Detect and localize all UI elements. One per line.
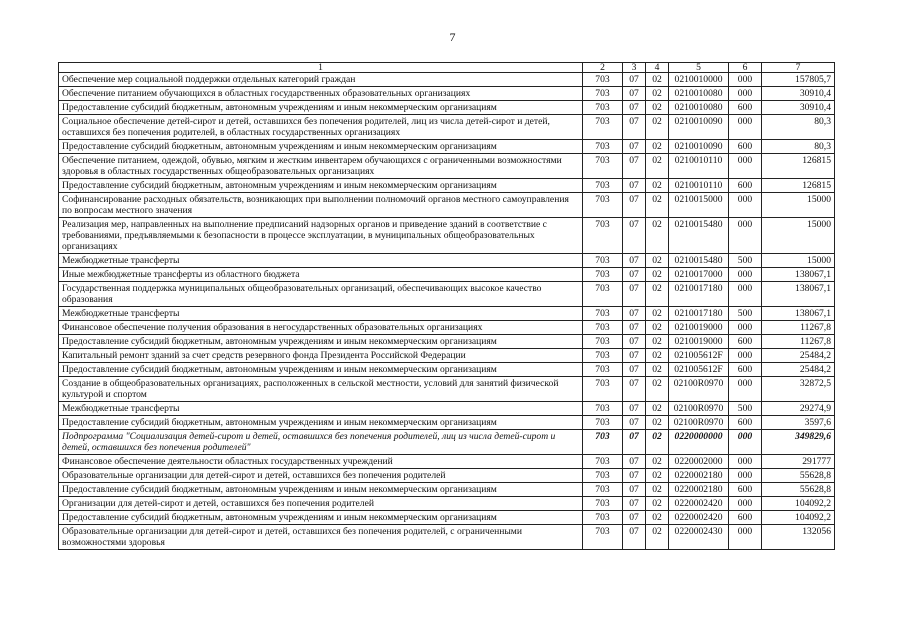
table-row (59, 218, 835, 254)
section-code-cell: 07 (623, 101, 646, 115)
section-code-cell: 07 (623, 430, 646, 455)
subsection-code-cell: 02 (646, 218, 669, 254)
section-code-cell: 07 (623, 87, 646, 101)
target-article-cell: 0210010110 (669, 154, 729, 179)
subsection-code-cell: 02 (646, 525, 669, 550)
subsection-code-cell: 02 (646, 307, 669, 321)
table-row (59, 416, 835, 430)
target-article-cell: 0210017180 (669, 307, 729, 321)
section-code-cell: 07 (623, 525, 646, 550)
ministry-code-cell: 703 (583, 154, 623, 179)
amount-cell: 138067,1 (762, 307, 835, 321)
section-code-cell: 07 (623, 254, 646, 268)
amount-cell: 291777 (762, 455, 835, 469)
ministry-code-cell: 703 (583, 430, 623, 455)
subsection-code-cell: 02 (646, 511, 669, 525)
row-name-cell: Предоставление субсидий бюджетным, автономным учреждениям и иным некоммерческим организациям (59, 511, 583, 525)
ministry-code-cell: 703 (583, 483, 623, 497)
ministry-code-cell: 703 (583, 115, 623, 140)
section-code-cell: 07 (623, 321, 646, 335)
subsection-code-cell: 02 (646, 416, 669, 430)
row-name-cell: Обеспечение мер социальной поддержки отдельных категорий граждан (59, 73, 583, 87)
row-name-cell: Государственная поддержка муниципальных общеобразовательных организаций, обеспечивающих высокое качество образования (59, 282, 583, 307)
expense-type-cell: 000 (729, 193, 762, 218)
table-row (59, 363, 835, 377)
table-row (59, 254, 835, 268)
subsection-code-cell: 02 (646, 268, 669, 282)
ministry-code-cell: 703 (583, 87, 623, 101)
table-row (59, 193, 835, 218)
ministry-code-cell: 703 (583, 349, 623, 363)
expense-type-cell: 600 (729, 416, 762, 430)
ministry-code-cell: 703 (583, 321, 623, 335)
amount-cell: 104092,2 (762, 497, 835, 511)
target-article-cell: 0220000000 (669, 430, 729, 455)
section-code-cell: 07 (623, 483, 646, 497)
subsection-code-cell: 02 (646, 377, 669, 402)
row-name-cell: Обеспечение питанием, одеждой, обувью, мягким и жестким инвентарем обучающихся с ограниченными возможностями здоровья в областных государственных общеобразовательных организациях (59, 154, 583, 179)
target-article-cell: 021005612F (669, 349, 729, 363)
ministry-code-cell: 703 (583, 377, 623, 402)
table-row (59, 497, 835, 511)
section-code-cell: 07 (623, 377, 646, 402)
target-article-cell: 0210017000 (669, 268, 729, 282)
expense-type-cell: 600 (729, 140, 762, 154)
row-name-cell: Организации для детей-сирот и детей, оставшихся без попечения родителей (59, 497, 583, 511)
section-code-cell: 07 (623, 349, 646, 363)
amount-cell: 30910,4 (762, 101, 835, 115)
amount-cell: 29274,9 (762, 402, 835, 416)
target-article-cell: 021005612F (669, 363, 729, 377)
target-article-cell: 0210010080 (669, 87, 729, 101)
table-row (59, 282, 835, 307)
target-article-cell: 0210015480 (669, 218, 729, 254)
table-row (59, 101, 835, 115)
subsection-code-cell: 02 (646, 73, 669, 87)
amount-cell: 11267,8 (762, 321, 835, 335)
row-name-cell: Социальное обеспечение детей-сирот и детей, оставшихся без попечения родителей, лиц из числа детей-сирот и детей, оставшихся без попечения родителей, в областных государственных организациях (59, 115, 583, 140)
ministry-code-cell: 703 (583, 416, 623, 430)
section-code-cell: 07 (623, 115, 646, 140)
column-header: 6 (729, 63, 762, 73)
table-row (59, 349, 835, 363)
row-name-cell: Финансовое обеспечение деятельности областных государственных учреждений (59, 455, 583, 469)
ministry-code-cell: 703 (583, 497, 623, 511)
header-row (59, 63, 835, 73)
section-code-cell: 07 (623, 193, 646, 218)
ministry-code-cell: 703 (583, 193, 623, 218)
expense-type-cell: 600 (729, 179, 762, 193)
expense-type-cell: 000 (729, 115, 762, 140)
row-name-cell: Создание в общеобразовательных организациях, расположенных в сельской местности, условий для занятий физической культурой и спортом (59, 377, 583, 402)
expense-type-cell: 000 (729, 349, 762, 363)
subsection-code-cell: 02 (646, 87, 669, 101)
subsection-code-cell: 02 (646, 430, 669, 455)
table-row (59, 307, 835, 321)
expense-type-cell: 600 (729, 363, 762, 377)
row-name-cell: Софинансирование расходных обязательств, возникающих при выполнении полномочий органов местного самоуправления по вопросам местного значения (59, 193, 583, 218)
row-name-cell: Предоставление субсидий бюджетным, автономным учреждениям и иным некоммерческим организациям (59, 363, 583, 377)
expense-type-cell: 600 (729, 335, 762, 349)
subsection-code-cell: 02 (646, 140, 669, 154)
subsection-code-cell: 02 (646, 349, 669, 363)
subsection-code-cell: 02 (646, 483, 669, 497)
amount-cell: 80,3 (762, 140, 835, 154)
row-name-cell: Предоставление субсидий бюджетным, автономным учреждениям и иным некоммерческим организациям (59, 140, 583, 154)
amount-cell: 157805,7 (762, 73, 835, 87)
table-row (59, 154, 835, 179)
section-code-cell: 07 (623, 511, 646, 525)
target-article-cell: 0210010090 (669, 115, 729, 140)
subsection-code-cell: 02 (646, 154, 669, 179)
expense-type-cell: 000 (729, 497, 762, 511)
expense-type-cell: 000 (729, 87, 762, 101)
expense-type-cell: 500 (729, 254, 762, 268)
expense-type-cell: 500 (729, 402, 762, 416)
expense-type-cell: 000 (729, 268, 762, 282)
row-name-cell: Предоставление субсидий бюджетным, автономным учреждениям и иным некоммерческим организациям (59, 483, 583, 497)
ministry-code-cell: 703 (583, 268, 623, 282)
subsection-code-cell: 02 (646, 321, 669, 335)
table-row (59, 268, 835, 282)
column-header: 7 (762, 63, 835, 73)
section-code-cell: 07 (623, 73, 646, 87)
table-body (59, 73, 835, 550)
ministry-code-cell: 703 (583, 218, 623, 254)
section-code-cell: 07 (623, 140, 646, 154)
expense-type-cell: 000 (729, 469, 762, 483)
expense-type-cell: 000 (729, 218, 762, 254)
column-header: 3 (623, 63, 646, 73)
target-article-cell: 0210019000 (669, 335, 729, 349)
expense-type-cell: 000 (729, 282, 762, 307)
section-code-cell: 07 (623, 402, 646, 416)
amount-cell: 15000 (762, 254, 835, 268)
amount-cell: 32872,5 (762, 377, 835, 402)
target-article-cell: 0220002180 (669, 469, 729, 483)
table-row (59, 179, 835, 193)
ministry-code-cell: 703 (583, 307, 623, 321)
row-name-cell: Предоставление субсидий бюджетным, автономным учреждениям и иным некоммерческим организациям (59, 416, 583, 430)
subsection-code-cell: 02 (646, 402, 669, 416)
section-code-cell: 07 (623, 154, 646, 179)
section-code-cell: 07 (623, 335, 646, 349)
row-name-cell: Образовательные организации для детей-сирот и детей, оставшихся без попечения родителей, с ограниченными возможностями здоровья (59, 525, 583, 550)
table-row (59, 469, 835, 483)
section-code-cell: 07 (623, 363, 646, 377)
table-row (59, 483, 835, 497)
subsection-code-cell: 02 (646, 193, 669, 218)
amount-cell: 25484,2 (762, 363, 835, 377)
table-row (59, 321, 835, 335)
amount-cell: 104092,2 (762, 511, 835, 525)
target-article-cell: 0220002430 (669, 525, 729, 550)
expense-type-cell: 000 (729, 430, 762, 455)
row-name-cell: Иные межбюджетные трансферты из областного бюджета (59, 268, 583, 282)
row-name-cell: Обеспечение питанием обучающихся в областных государственных образовательных организациях (59, 87, 583, 101)
row-name-cell: Финансовое обеспечение получения образования в негосударственных образовательных организациях (59, 321, 583, 335)
target-article-cell: 0210015480 (669, 254, 729, 268)
table-row (59, 430, 835, 455)
target-article-cell: 0210017180 (669, 282, 729, 307)
target-article-cell: 02100R0970 (669, 402, 729, 416)
table-row (59, 335, 835, 349)
ministry-code-cell: 703 (583, 469, 623, 483)
subsection-code-cell: 02 (646, 497, 669, 511)
expense-type-cell: 000 (729, 154, 762, 179)
amount-cell: 25484,2 (762, 349, 835, 363)
expense-type-cell: 600 (729, 511, 762, 525)
target-article-cell: 0210010090 (669, 140, 729, 154)
ministry-code-cell: 703 (583, 254, 623, 268)
row-name-cell: Межбюджетные трансферты (59, 254, 583, 268)
expense-type-cell: 000 (729, 73, 762, 87)
section-code-cell: 07 (623, 307, 646, 321)
ministry-code-cell: 703 (583, 402, 623, 416)
table-row (59, 115, 835, 140)
table-row (59, 511, 835, 525)
subsection-code-cell: 02 (646, 179, 669, 193)
subsection-code-cell: 02 (646, 363, 669, 377)
row-name-cell: Капитальный ремонт зданий за счет средств резервного фонда Президента Российской Федерации (59, 349, 583, 363)
table-row (59, 73, 835, 87)
amount-cell: 11267,8 (762, 335, 835, 349)
table-row (59, 455, 835, 469)
section-code-cell: 07 (623, 455, 646, 469)
table-row (59, 402, 835, 416)
target-article-cell: 0210019000 (669, 321, 729, 335)
expense-type-cell: 000 (729, 377, 762, 402)
ministry-code-cell: 703 (583, 140, 623, 154)
section-code-cell: 07 (623, 218, 646, 254)
section-code-cell: 07 (623, 497, 646, 511)
expense-type-cell: 000 (729, 321, 762, 335)
row-name-cell: Образовательные организации для детей-сирот и детей, оставшихся без попечения родителей (59, 469, 583, 483)
subsection-code-cell: 02 (646, 335, 669, 349)
amount-cell: 3597,6 (762, 416, 835, 430)
target-article-cell: 02100R0970 (669, 416, 729, 430)
ministry-code-cell: 703 (583, 455, 623, 469)
row-name-cell: Межбюджетные трансферты (59, 307, 583, 321)
target-article-cell: 0210010080 (669, 101, 729, 115)
section-code-cell: 07 (623, 416, 646, 430)
ministry-code-cell: 703 (583, 282, 623, 307)
amount-cell: 80,3 (762, 115, 835, 140)
row-name-cell: Межбюджетные трансферты (59, 402, 583, 416)
ministry-code-cell: 703 (583, 363, 623, 377)
target-article-cell: 0220002420 (669, 497, 729, 511)
table-row (59, 140, 835, 154)
table-row (59, 87, 835, 101)
row-name-cell: Предоставление субсидий бюджетным, автономным учреждениям и иным некоммерческим организациям (59, 335, 583, 349)
amount-cell: 132056 (762, 525, 835, 550)
amount-cell: 126815 (762, 154, 835, 179)
table-row (59, 525, 835, 550)
section-code-cell: 07 (623, 469, 646, 483)
target-article-cell: 0220002180 (669, 483, 729, 497)
target-article-cell: 0220002000 (669, 455, 729, 469)
ministry-code-cell: 703 (583, 101, 623, 115)
amount-cell: 138067,1 (762, 268, 835, 282)
row-name-cell: Предоставление субсидий бюджетным, автономным учреждениям и иным некоммерческим организациям (59, 179, 583, 193)
row-name-cell: Реализация мер, направленных на выполнение предписаний надзорных органов и приведение зданий в соответствие с требованиями, предъявляемыми к безопасности в процессе эксплуатации, в муниципальных общеобразовательных организациях (59, 218, 583, 254)
expense-type-cell: 000 (729, 455, 762, 469)
amount-cell: 30910,4 (762, 87, 835, 101)
amount-cell: 15000 (762, 193, 835, 218)
ministry-code-cell: 703 (583, 525, 623, 550)
row-name-cell: Предоставление субсидий бюджетным, автономным учреждениям и иным некоммерческим организациям (59, 101, 583, 115)
subsection-code-cell: 02 (646, 469, 669, 483)
target-article-cell: 0210010110 (669, 179, 729, 193)
target-article-cell: 02100R0970 (669, 377, 729, 402)
row-name-cell: Подпрограмма "Социализация детей-сирот и детей, оставшихся без попечения родителей, лиц из числа детей-сирот и детей, оставшихся без попечения родителей" (59, 430, 583, 455)
subsection-code-cell: 02 (646, 115, 669, 140)
ministry-code-cell: 703 (583, 335, 623, 349)
amount-cell: 15000 (762, 218, 835, 254)
section-code-cell: 07 (623, 179, 646, 193)
column-header: 2 (583, 63, 623, 73)
amount-cell: 55628,8 (762, 483, 835, 497)
expense-type-cell: 600 (729, 101, 762, 115)
page-number: 7 (449, 30, 456, 44)
budget-table (58, 62, 835, 550)
target-article-cell: 0210015000 (669, 193, 729, 218)
subsection-code-cell: 02 (646, 282, 669, 307)
table-row (59, 377, 835, 402)
target-article-cell: 0210010000 (669, 73, 729, 87)
amount-cell: 349829,6 (762, 430, 835, 455)
ministry-code-cell: 703 (583, 511, 623, 525)
expense-type-cell: 500 (729, 307, 762, 321)
amount-cell: 55628,8 (762, 469, 835, 483)
column-header: 5 (669, 63, 729, 73)
subsection-code-cell: 02 (646, 254, 669, 268)
subsection-code-cell: 02 (646, 101, 669, 115)
subsection-code-cell: 02 (646, 455, 669, 469)
target-article-cell: 0220002420 (669, 511, 729, 525)
expense-type-cell: 000 (729, 525, 762, 550)
ministry-code-cell: 703 (583, 179, 623, 193)
column-header: 1 (59, 63, 583, 73)
expense-type-cell: 600 (729, 483, 762, 497)
section-code-cell: 07 (623, 268, 646, 282)
column-header: 4 (646, 63, 669, 73)
amount-cell: 138067,1 (762, 282, 835, 307)
amount-cell: 126815 (762, 179, 835, 193)
ministry-code-cell: 703 (583, 73, 623, 87)
section-code-cell: 07 (623, 282, 646, 307)
